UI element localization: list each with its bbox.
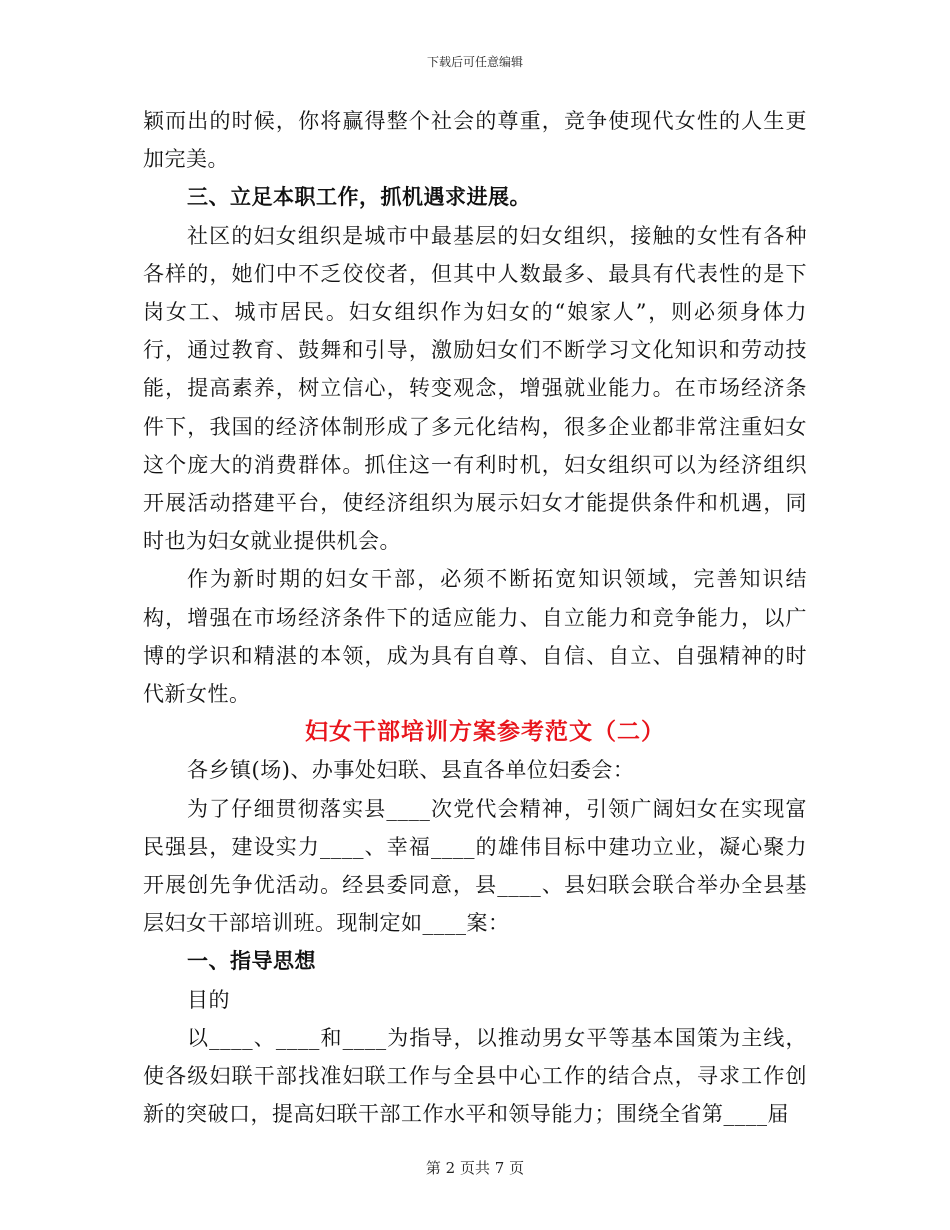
document-title: 妇女干部培训方案参考范文（二）: [305, 719, 665, 746]
subheading-purpose: 目的: [187, 987, 230, 1012]
paragraph-continuation: 颖而出的时候，你将赢得整个社会的尊重，竞争使现代女性的人生更加完美。: [143, 109, 807, 172]
section-heading-3: 三、立足本职工作，抓机遇求进展。: [187, 185, 531, 210]
paragraph-guidance: 以____、____和____为指导，以推动男女平等基本国策为主线，使各级妇联干部找准妇联工作与全县中心工作的结合点，寻求工作创新的突破口，提高妇联干部工作水平和领导能力；围绕全省第____届: [143, 1025, 807, 1127]
salutation: 各乡镇(场)、办事处妇联、县直各单位妇委会：: [187, 758, 635, 783]
paragraph-intro: 为了仔细贯彻落实县____次党代会精神，引领广阔妇女在实现富民强县，建设实力____、幸福____的雄伟目标中建功立业，凝心聚力开展创先争优活动。经县委同意，县____、县妇联会联合举办全县基层妇女干部培训班。现制定如____案：: [143, 796, 807, 936]
page-footer: 第 2 页共 7 页: [425, 1159, 525, 1177]
paragraph-new-era: 作为新时期的妇女干部，必须不断拓宽知识领域，完善知识结构，增强在市场经济条件下的适应能力、自立能力和竞争能力，以广博的学识和精湛的本领，成为具有自尊、自信、自立、自强精神的时代新女性。: [143, 567, 807, 707]
page-header: 下载后可任意编辑: [426, 55, 523, 69]
document-body: [143, 102, 807, 1133]
section-heading-1: 一、指导思想: [187, 949, 316, 974]
paragraph-community: 社区的妇女组织是城市中最基层的妇女组织，接触的女性有各种各样的，她们中不乏佼佼者，但其中人数最多、最具有代表性的是下岗女工、城市居民。妇女组织作为妇女的“娘家人”，则必须身体力行，通过教育、鼓舞和引导，激励妇女们不断学习文化知识和劳动技能，提高素养，树立信心，转变观念，增强就业能力。在市场经济条件下，我国的经济体制形成了多元化结构，很多企业都非常注重妇女这个庞大的消费群体。抓住这一有利时机，妇女组织可以为经济组织开展活动搭建平台，使经济组织为展示妇女才能提供条件和机遇，同时也为妇女就业提供机会。: [143, 223, 807, 554]
